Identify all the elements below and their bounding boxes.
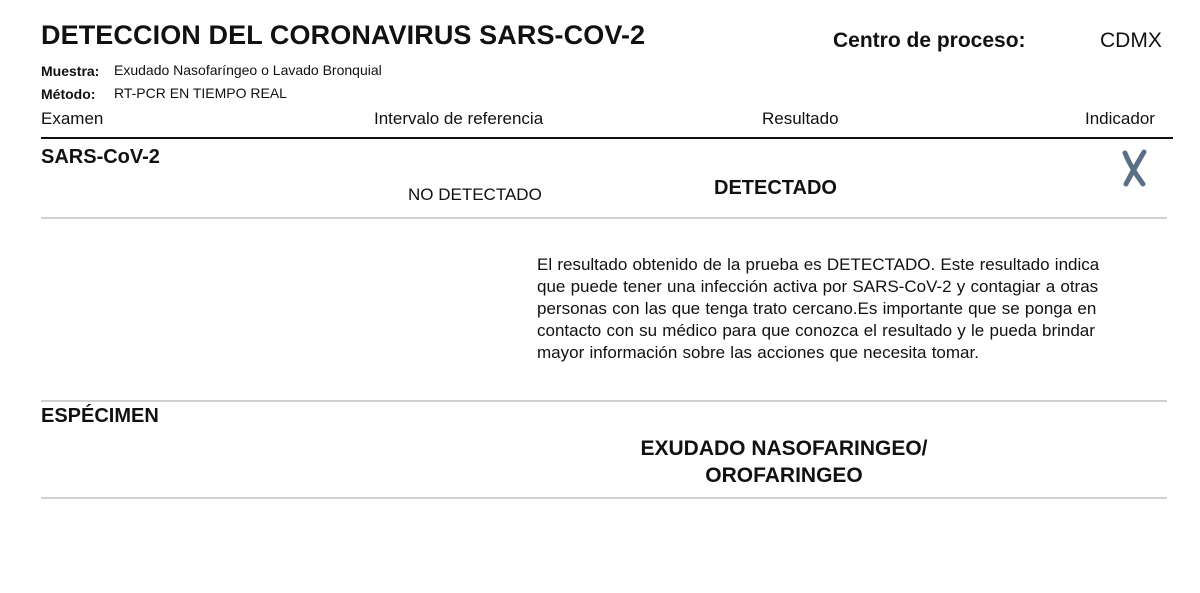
sample-value: Exudado Nasofaríngeo o Lavado Bronquial (114, 62, 382, 78)
column-header-exam: Examen (41, 109, 104, 128)
column-header-indicator: Indicador (1085, 109, 1155, 128)
section-divider (41, 400, 1167, 402)
report-title: DETECCION DEL CORONAVIRUS SARS-COV-2 (41, 20, 646, 50)
processing-center-value: CDMX (1100, 29, 1162, 52)
processing-center-label: Centro de proceso: (833, 29, 1026, 52)
reference-interval-value: NO DETECTADO (408, 185, 542, 204)
header-divider (41, 137, 1173, 139)
column-header-reference: Intervalo de referencia (374, 109, 544, 128)
x-mark-icon (1119, 148, 1151, 188)
sample-label: Muestra: (41, 63, 100, 79)
bottom-divider (41, 497, 1167, 499)
method-value: RT-PCR EN TIEMPO REAL (114, 85, 287, 101)
method-label: Método: (41, 86, 96, 102)
row-divider (41, 217, 1167, 219)
result-value: DETECTADO (714, 177, 837, 199)
specimen-value-line1: EXUDADO NASOFARINGEO/ (640, 437, 928, 460)
test-name: SARS-CoV-2 (41, 146, 160, 168)
column-header-result: Resultado (762, 109, 839, 128)
specimen-value-line2: OROFARINGEO (705, 464, 863, 487)
result-interpretation-note: El resultado obtenido de la prueba es DETECTADO. Este resultado indica que puede tener una infección activa por SARS-CoV-2 y contagiar a otras personas con las que tenga trato cercano.Es importante que se ponga en contacto con su médico para que conozca el resultado y le pueda brindar mayor información sobre las acciones que necesita tomar. (537, 255, 1100, 362)
specimen-value (584, 435, 984, 489)
specimen-label: ESPÉCIMEN (41, 405, 159, 427)
